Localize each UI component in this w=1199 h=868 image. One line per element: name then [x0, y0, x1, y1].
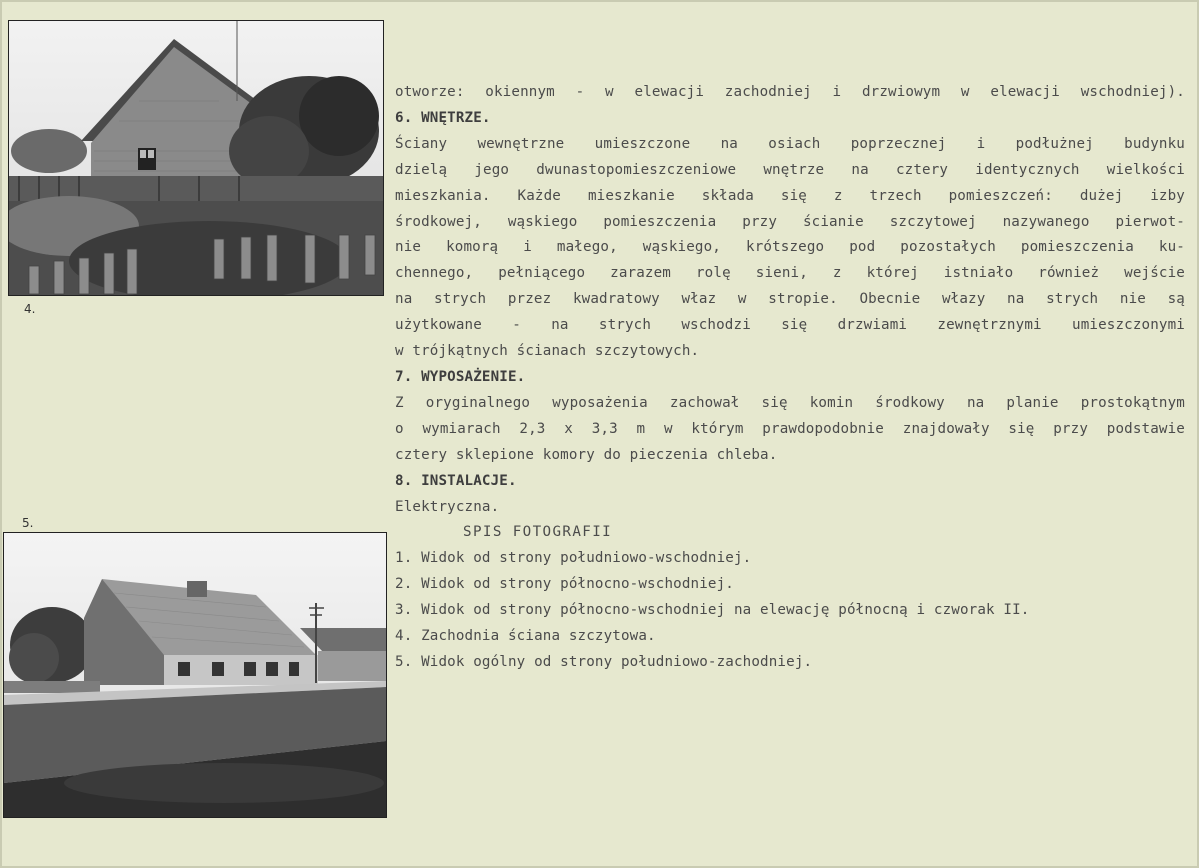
photo-number-4: 4.: [24, 302, 36, 316]
photo-list-item-2: 2. Widok od strony północno-wschodniej.: [395, 576, 734, 593]
interior-line-9: w trójkątnych ścianach szczytowych.: [395, 343, 700, 360]
heading-equipment: 7. WYPOSAŻENIE.: [395, 368, 526, 385]
description-text: [395, 80, 1185, 676]
interior-line-8: użytkowane - na strych wschodzi się drzwiami zewnętrznymi umieszczonymi: [395, 317, 1185, 334]
photo-list-item-4: 4. Zachodnia ściana szczytowa.: [395, 628, 656, 645]
photo-list-item-5: 5. Widok ogólny od strony południowo-zachodniej.: [395, 653, 813, 670]
interior-line-3: mieszkania. Każde mieszkanie składa się z trzech pomieszczeń: dużej izby: [395, 187, 1185, 204]
interior-line-2: dzielą jego dwunastopomieszczeniowe wnętrze na cztery identycznych wielkości: [395, 161, 1185, 178]
heading-interior: 6. WNĘTRZE.: [395, 109, 491, 126]
photo-list-item-1: 1. Widok od strony południowo-wschodniej.: [395, 550, 752, 567]
photo-list-item-3: 3. Widok od strony północno-wschodniej na elewację północną i czworak II.: [395, 602, 1030, 619]
interior-line-6: chennego, pełniącego zarazem rolę sieni, z której istniało również wejście: [395, 265, 1185, 282]
photo-general-view: [3, 532, 387, 818]
equipment-line-2: o wymiarach 2,3 x 3,3 m w którym prawdopodobnie znajdowały się przy podstawie: [395, 420, 1185, 437]
installations-line: Elektryczna.: [395, 498, 500, 515]
interior-line-5: nie komorą i małego, wąskiego, krótszego pod pozostałych pomieszczenia ku-: [395, 239, 1185, 256]
interior-line-1: Ściany wewnętrzne umieszczone na osiach poprzecznej i podłużnej budynku: [395, 135, 1185, 152]
photo-gable-wall: [8, 20, 384, 296]
photo-list: [395, 546, 1185, 676]
interior-line-4: środkowej, wąskiego pomieszczenia przy ścianie szczytowej nazywanego pierwot-: [395, 213, 1185, 230]
heading-installations: 8. INSTALACJE.: [395, 472, 517, 489]
equipment-line-1: Z oryginalnego wyposażenia zachował się komin środkowy na planie prostokątnym: [395, 394, 1185, 411]
photo-list-title: SPIS FOTOGRAFII: [463, 524, 613, 541]
equipment-line-3: cztery sklepione komory do pieczenia chleba.: [395, 446, 778, 463]
photo-gable-wall-image: [9, 21, 383, 295]
photo-general-view-image: [4, 533, 386, 817]
intro-line: otworze: okiennym - w elewacji zachodniej i drzwiowym w elewacji wschodniej).: [395, 84, 1185, 100]
photo-number-5: 5.: [22, 516, 34, 530]
interior-line-7: na strych przez kwadratowy właz w stropie. Obecnie włazy na strych nie są: [395, 291, 1185, 308]
